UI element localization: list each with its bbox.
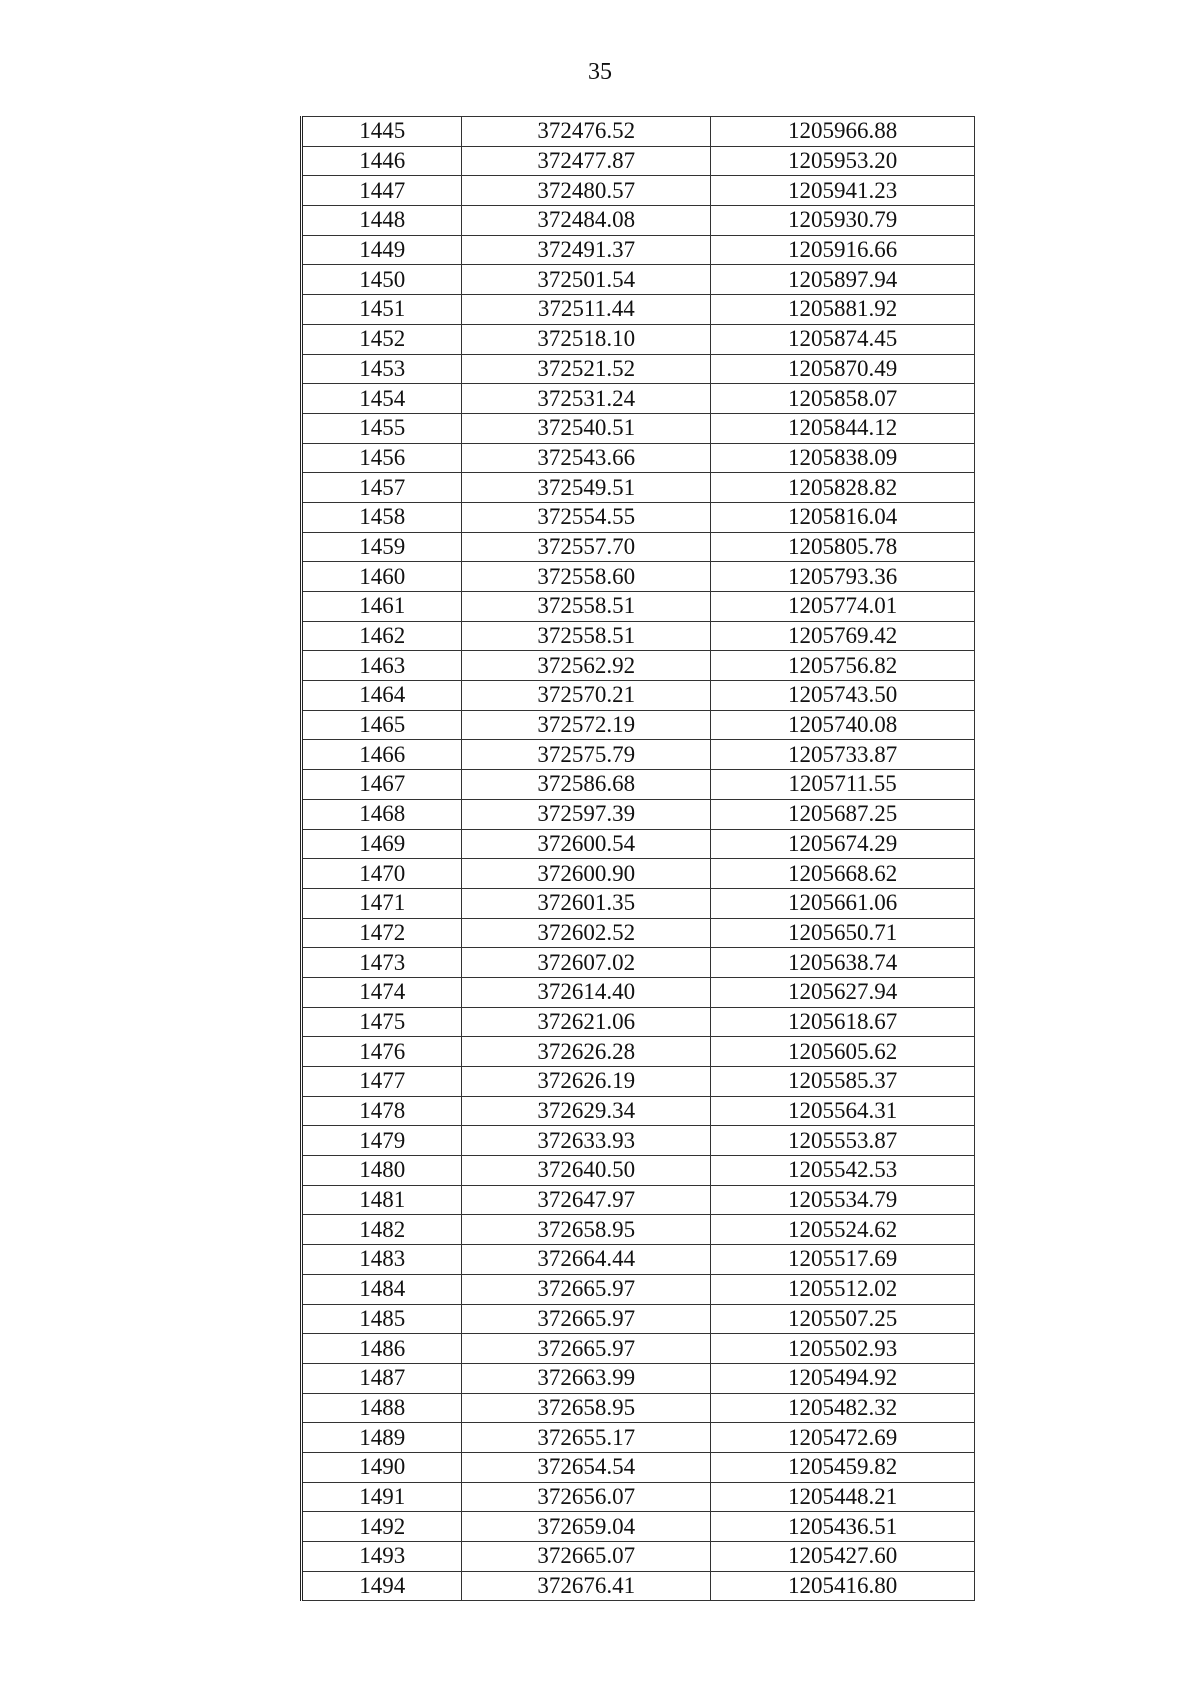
- point-number-cell: 1487: [302, 1363, 462, 1393]
- point-number-cell: 1479: [302, 1126, 462, 1156]
- x-coordinate-cell: 372621.06: [462, 1007, 711, 1037]
- y-coordinate-cell: 1205482.32: [711, 1393, 975, 1423]
- point-number-cell: 1450: [302, 265, 462, 295]
- point-number-cell: 1459: [302, 532, 462, 562]
- table-row: [302, 1067, 975, 1097]
- x-coordinate-cell: 372511.44: [462, 295, 711, 325]
- x-coordinate-cell: 372476.52: [462, 117, 711, 147]
- point-number-cell: 1486: [302, 1334, 462, 1364]
- y-coordinate-cell: 1205512.02: [711, 1274, 975, 1304]
- y-coordinate-cell: 1205844.12: [711, 413, 975, 443]
- coordinates-table: [300, 116, 975, 1601]
- table-row: [302, 324, 975, 354]
- x-coordinate-cell: 372614.40: [462, 977, 711, 1007]
- table-row: [302, 176, 975, 206]
- table-row: [302, 1304, 975, 1334]
- point-number-cell: 1494: [302, 1571, 462, 1601]
- table-row: [302, 1037, 975, 1067]
- point-number-cell: 1483: [302, 1245, 462, 1275]
- y-coordinate-cell: 1205733.87: [711, 740, 975, 770]
- y-coordinate-cell: 1205838.09: [711, 443, 975, 473]
- y-coordinate-cell: 1205769.42: [711, 621, 975, 651]
- table-row: [302, 502, 975, 532]
- table-row: [302, 1215, 975, 1245]
- x-coordinate-cell: 372477.87: [462, 146, 711, 176]
- y-coordinate-cell: 1205816.04: [711, 502, 975, 532]
- point-number-cell: 1478: [302, 1096, 462, 1126]
- x-coordinate-cell: 372658.95: [462, 1215, 711, 1245]
- x-coordinate-cell: 372654.54: [462, 1452, 711, 1482]
- table-row: [302, 1185, 975, 1215]
- page-number: 35: [588, 59, 612, 85]
- point-number-cell: 1448: [302, 206, 462, 236]
- x-coordinate-cell: 372665.97: [462, 1274, 711, 1304]
- x-coordinate-cell: 372543.66: [462, 443, 711, 473]
- x-coordinate-cell: 372484.08: [462, 206, 711, 236]
- table-row: [302, 1512, 975, 1542]
- x-coordinate-cell: 372600.90: [462, 859, 711, 889]
- x-coordinate-cell: 372549.51: [462, 473, 711, 503]
- x-coordinate-cell: 372602.52: [462, 918, 711, 948]
- point-number-cell: 1449: [302, 235, 462, 265]
- x-coordinate-cell: 372558.51: [462, 592, 711, 622]
- x-coordinate-cell: 372665.97: [462, 1334, 711, 1364]
- point-number-cell: 1461: [302, 592, 462, 622]
- x-coordinate-cell: 372480.57: [462, 176, 711, 206]
- point-number-cell: 1460: [302, 562, 462, 592]
- point-number-cell: 1470: [302, 859, 462, 889]
- table-row: [302, 443, 975, 473]
- table-row: [302, 235, 975, 265]
- table-row: [302, 918, 975, 948]
- table-row: [302, 770, 975, 800]
- point-number-cell: 1464: [302, 681, 462, 711]
- table-row: [302, 888, 975, 918]
- y-coordinate-cell: 1205966.88: [711, 117, 975, 147]
- point-number-cell: 1485: [302, 1304, 462, 1334]
- y-coordinate-cell: 1205828.82: [711, 473, 975, 503]
- point-number-cell: 1482: [302, 1215, 462, 1245]
- table-row: [302, 1363, 975, 1393]
- table-row: [302, 948, 975, 978]
- point-number-cell: 1476: [302, 1037, 462, 1067]
- x-coordinate-cell: 372540.51: [462, 413, 711, 443]
- table-row: [302, 592, 975, 622]
- table-row: [302, 265, 975, 295]
- point-number-cell: 1468: [302, 799, 462, 829]
- point-number-cell: 1477: [302, 1067, 462, 1097]
- point-number-cell: 1481: [302, 1185, 462, 1215]
- x-coordinate-cell: 372600.54: [462, 829, 711, 859]
- y-coordinate-cell: 1205459.82: [711, 1452, 975, 1482]
- y-coordinate-cell: 1205668.62: [711, 859, 975, 889]
- table-row: [302, 651, 975, 681]
- table-row: [302, 473, 975, 503]
- point-number-cell: 1455: [302, 413, 462, 443]
- point-number-cell: 1469: [302, 829, 462, 859]
- y-coordinate-cell: 1205793.36: [711, 562, 975, 592]
- y-coordinate-cell: 1205674.29: [711, 829, 975, 859]
- table-row: [302, 206, 975, 236]
- y-coordinate-cell: 1205858.07: [711, 384, 975, 414]
- table-row: [302, 1007, 975, 1037]
- x-coordinate-cell: 372501.54: [462, 265, 711, 295]
- point-number-cell: 1456: [302, 443, 462, 473]
- table-row: [302, 1482, 975, 1512]
- y-coordinate-cell: 1205687.25: [711, 799, 975, 829]
- x-coordinate-cell: 372562.92: [462, 651, 711, 681]
- y-coordinate-cell: 1205953.20: [711, 146, 975, 176]
- x-coordinate-cell: 372572.19: [462, 710, 711, 740]
- x-coordinate-cell: 372570.21: [462, 681, 711, 711]
- point-number-cell: 1462: [302, 621, 462, 651]
- point-number-cell: 1471: [302, 888, 462, 918]
- x-coordinate-cell: 372663.99: [462, 1363, 711, 1393]
- y-coordinate-cell: 1205874.45: [711, 324, 975, 354]
- table-row: [302, 1423, 975, 1453]
- y-coordinate-cell: 1205542.53: [711, 1156, 975, 1186]
- y-coordinate-cell: 1205756.82: [711, 651, 975, 681]
- y-coordinate-cell: 1205650.71: [711, 918, 975, 948]
- point-number-cell: 1475: [302, 1007, 462, 1037]
- table-row: [302, 562, 975, 592]
- x-coordinate-cell: 372601.35: [462, 888, 711, 918]
- x-coordinate-cell: 372626.19: [462, 1067, 711, 1097]
- x-coordinate-cell: 372665.97: [462, 1304, 711, 1334]
- table-row: [302, 532, 975, 562]
- x-coordinate-cell: 372558.51: [462, 621, 711, 651]
- y-coordinate-cell: 1205711.55: [711, 770, 975, 800]
- y-coordinate-cell: 1205524.62: [711, 1215, 975, 1245]
- x-coordinate-cell: 372575.79: [462, 740, 711, 770]
- y-coordinate-cell: 1205930.79: [711, 206, 975, 236]
- x-coordinate-cell: 372647.97: [462, 1185, 711, 1215]
- y-coordinate-cell: 1205472.69: [711, 1423, 975, 1453]
- table-row: [302, 740, 975, 770]
- x-coordinate-cell: 372531.24: [462, 384, 711, 414]
- point-number-cell: 1484: [302, 1274, 462, 1304]
- table-row: [302, 1274, 975, 1304]
- point-number-cell: 1457: [302, 473, 462, 503]
- x-coordinate-cell: 372586.68: [462, 770, 711, 800]
- point-number-cell: 1467: [302, 770, 462, 800]
- y-coordinate-cell: 1205564.31: [711, 1096, 975, 1126]
- point-number-cell: 1488: [302, 1393, 462, 1423]
- point-number-cell: 1472: [302, 918, 462, 948]
- y-coordinate-cell: 1205585.37: [711, 1067, 975, 1097]
- x-coordinate-cell: 372518.10: [462, 324, 711, 354]
- x-coordinate-cell: 372640.50: [462, 1156, 711, 1186]
- x-coordinate-cell: 372558.60: [462, 562, 711, 592]
- point-number-cell: 1458: [302, 502, 462, 532]
- y-coordinate-cell: 1205534.79: [711, 1185, 975, 1215]
- table-row: [302, 977, 975, 1007]
- y-coordinate-cell: 1205427.60: [711, 1542, 975, 1572]
- table-row: [302, 117, 975, 147]
- x-coordinate-cell: 372665.07: [462, 1542, 711, 1572]
- y-coordinate-cell: 1205627.94: [711, 977, 975, 1007]
- x-coordinate-cell: 372656.07: [462, 1482, 711, 1512]
- y-coordinate-cell: 1205916.66: [711, 235, 975, 265]
- y-coordinate-cell: 1205805.78: [711, 532, 975, 562]
- table-row: [302, 1571, 975, 1601]
- table-row: [302, 146, 975, 176]
- y-coordinate-cell: 1205517.69: [711, 1245, 975, 1275]
- table-row: [302, 829, 975, 859]
- y-coordinate-cell: 1205941.23: [711, 176, 975, 206]
- point-number-cell: 1492: [302, 1512, 462, 1542]
- x-coordinate-cell: 372655.17: [462, 1423, 711, 1453]
- y-coordinate-cell: 1205661.06: [711, 888, 975, 918]
- y-coordinate-cell: 1205507.25: [711, 1304, 975, 1334]
- table-row: [302, 1126, 975, 1156]
- point-number-cell: 1489: [302, 1423, 462, 1453]
- y-coordinate-cell: 1205494.92: [711, 1363, 975, 1393]
- table-row: [302, 384, 975, 414]
- point-number-cell: 1466: [302, 740, 462, 770]
- point-number-cell: 1490: [302, 1452, 462, 1482]
- y-coordinate-cell: 1205553.87: [711, 1126, 975, 1156]
- point-number-cell: 1491: [302, 1482, 462, 1512]
- y-coordinate-cell: 1205638.74: [711, 948, 975, 978]
- point-number-cell: 1493: [302, 1542, 462, 1572]
- table-row: [302, 1245, 975, 1275]
- table-row: [302, 1334, 975, 1364]
- y-coordinate-cell: 1205448.21: [711, 1482, 975, 1512]
- table-row: [302, 354, 975, 384]
- y-coordinate-cell: 1205774.01: [711, 592, 975, 622]
- y-coordinate-cell: 1205416.80: [711, 1571, 975, 1601]
- table-row: [302, 621, 975, 651]
- point-number-cell: 1446: [302, 146, 462, 176]
- y-coordinate-cell: 1205743.50: [711, 681, 975, 711]
- table-body: [302, 117, 975, 1601]
- table-row: [302, 710, 975, 740]
- table-row: [302, 413, 975, 443]
- point-number-cell: 1453: [302, 354, 462, 384]
- x-coordinate-cell: 372633.93: [462, 1126, 711, 1156]
- table-row: [302, 1393, 975, 1423]
- table-row: [302, 681, 975, 711]
- table-row: [302, 799, 975, 829]
- table-row: [302, 1156, 975, 1186]
- x-coordinate-cell: 372676.41: [462, 1571, 711, 1601]
- point-number-cell: 1447: [302, 176, 462, 206]
- point-number-cell: 1445: [302, 117, 462, 147]
- x-coordinate-cell: 372521.52: [462, 354, 711, 384]
- x-coordinate-cell: 372554.55: [462, 502, 711, 532]
- x-coordinate-cell: 372597.39: [462, 799, 711, 829]
- table-row: [302, 1452, 975, 1482]
- point-number-cell: 1452: [302, 324, 462, 354]
- point-number-cell: 1474: [302, 977, 462, 1007]
- point-number-cell: 1454: [302, 384, 462, 414]
- x-coordinate-cell: 372658.95: [462, 1393, 711, 1423]
- table-row: [302, 1542, 975, 1572]
- y-coordinate-cell: 1205502.93: [711, 1334, 975, 1364]
- y-coordinate-cell: 1205605.62: [711, 1037, 975, 1067]
- point-number-cell: 1463: [302, 651, 462, 681]
- y-coordinate-cell: 1205436.51: [711, 1512, 975, 1542]
- x-coordinate-cell: 372626.28: [462, 1037, 711, 1067]
- table-row: [302, 1096, 975, 1126]
- y-coordinate-cell: 1205897.94: [711, 265, 975, 295]
- y-coordinate-cell: 1205740.08: [711, 710, 975, 740]
- y-coordinate-cell: 1205881.92: [711, 295, 975, 325]
- point-number-cell: 1473: [302, 948, 462, 978]
- point-number-cell: 1465: [302, 710, 462, 740]
- x-coordinate-cell: 372664.44: [462, 1245, 711, 1275]
- table-row: [302, 295, 975, 325]
- x-coordinate-cell: 372607.02: [462, 948, 711, 978]
- y-coordinate-cell: 1205618.67: [711, 1007, 975, 1037]
- x-coordinate-cell: 372659.04: [462, 1512, 711, 1542]
- y-coordinate-cell: 1205870.49: [711, 354, 975, 384]
- point-number-cell: 1451: [302, 295, 462, 325]
- point-number-cell: 1480: [302, 1156, 462, 1186]
- table-row: [302, 859, 975, 889]
- x-coordinate-cell: 372557.70: [462, 532, 711, 562]
- x-coordinate-cell: 372491.37: [462, 235, 711, 265]
- x-coordinate-cell: 372629.34: [462, 1096, 711, 1126]
